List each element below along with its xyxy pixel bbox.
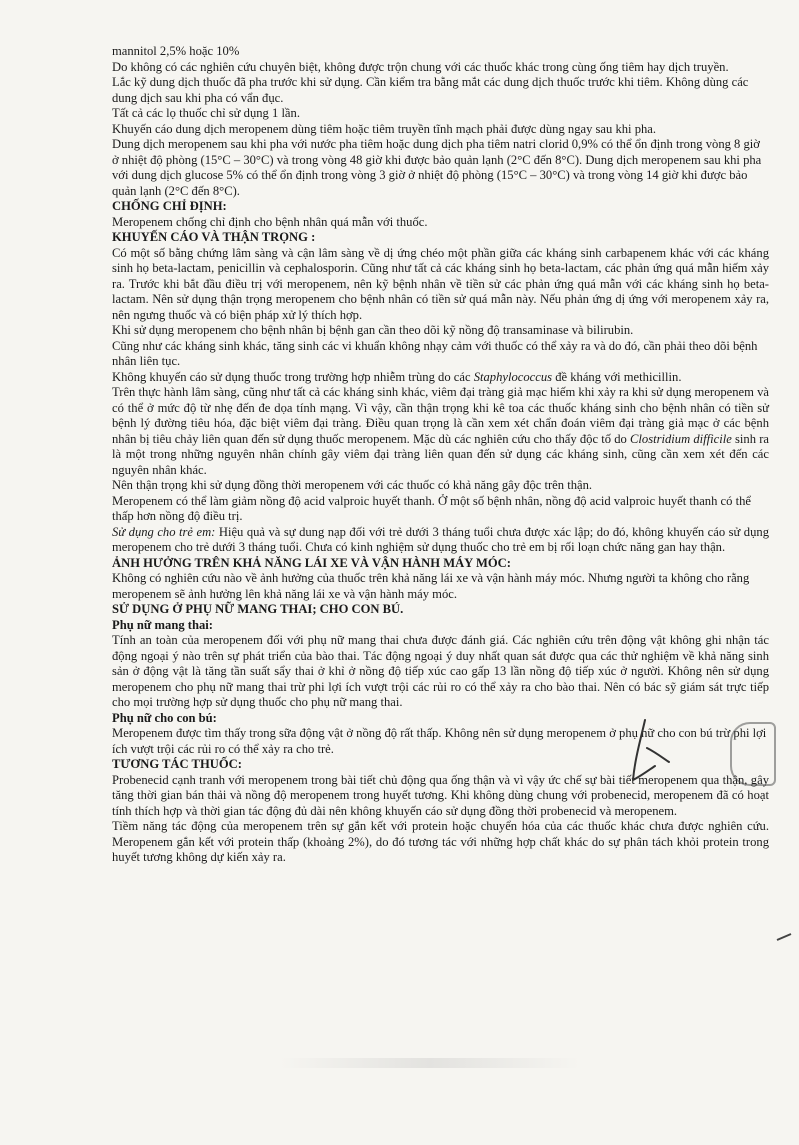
text-warnings-2: Khi sử dụng meropenem cho bệnh nhân bị bệnh gan cần theo dõi kỹ nồng độ transaminase và bilirubin. [112,323,634,337]
subheading-pregnant: Phụ nữ mang thai: [112,617,213,632]
heading-interactions: TƯƠNG TÁC THUỐC: [112,757,242,771]
text-stability: Dung dịch meropenem sau khi pha với nước pha tiêm hoặc dung dịch pha tiêm natri clorid 0,9% có thể ổn định trong vòng 8 giờ ở nhiệt độ phòng (15°C – 30°C) và trong vòng 48 giờ khi được bảo quản lạnh (2°C đến 8°C). Dung dịch meropenem sau khi pha với dung dịch glucose 5% có thể ổn định trong vòng 3 giờ ở nhiệt độ phòng (15°C – 30°C) và trong vòng 14 giờ khi được bảo quản lạnh (2°C đến 8°C). [112,137,762,198]
text-pregnant: Tính an toàn của meropenem đối với phụ nữ mang thai chưa được đánh giá. Các nghiên cứu trên động vật không ghi nhận tác động ngoại ý nào trên sự phát triển của bào thai. Tác động ngoại ý duy nhất quan sát được qua các thử nghiệm về khả năng sinh sản ở động vật là tăng tần suất sẩy thai ở khỉ ở nồng độ tiếp xúc cao gấp 13 lần nồng độ tiếp xúc ở người. Không nên sử dụng meropenem cho phụ nữ mang thai trừ phi lợi ích vượt trội các rủi ro có thể xảy ra cho bào thai. Nên có bác sỹ giám sát trực tiếp cho mọi trường hợp sử dụng thuốc cho phụ nữ mang thai. [112,633,769,709]
text-use-immediately: Khuyến cáo dung dịch meropenem dùng tiêm hoặc tiêm truyền tĩnh mạch phải được dùng ngay sau khi pha. [112,121,657,136]
text-breastfeeding: Meropenem được tìm thấy trong sữa động vật ở nồng độ rất thấp. Không nên sử dụng meropenem ở phụ nữ cho con bú trừ phi lợi ích vượt trội các rủi ro có thể xảy ra cho trẻ. [112,726,767,756]
edge-mark [775,930,793,944]
text-interactions-1: Probenecid cạnh tranh với meropenem trong bài tiết chủ động qua ống thận và vì vậy ức chế sự bài tiết meropenem qua thận, gây tăng thời gian bán thải và nồng độ meropenem trong huyết tương. Khi không dùng chung với probenecid, meropenem đã có hoạt tính thích hợp và thời gian tác động đủ dài nên không khuyến cáo sử dụng đồng thời probenecid và meropenem. [112,772,769,818]
stamp-mark [730,722,776,786]
faint-smudge [280,1058,580,1068]
text-warnings-3: Cũng như các kháng sinh khác, tăng sinh các vi khuẩn không nhạy cảm với thuốc có thể xảy ra và do đó, cần phải theo dõi bệnh nhân liên tục. [112,338,758,368]
text-driving: Không có nghiên cứu nào về ảnh hưởng của thuốc trên khả năng lái xe và vận hành máy móc. Nhưng người ta không cho rằng meropenem sẽ ảnh hưởng lên khả năng lái xe và vận hành máy móc. [112,571,750,601]
text-warnings-7: Meropenem có thể làm giảm nồng độ acid valproic huyết thanh. Ở một số bệnh nhân, nồng độ acid valproic huyết thanh có thể thấp hơn nồng độ điều trị. [112,493,751,523]
text-warnings-4: Không khuyến cáo sử dụng thuốc trong trường hợp nhiễm trùng do các Staphylococcus đề kháng với methicillin. [112,369,682,384]
text-shake: Lắc kỹ dung dịch thuốc đã pha trước khi sử dụng. Cần kiểm tra bằng mắt các dung dịch thuốc trước khi tiêm. Không dùng các dung dịch sau khi pha có vẩn đục. [112,75,749,105]
handwritten-mark [615,718,675,788]
text-warnings-8: Sử dụng cho trẻ em: Hiệu quả và sự dung nạp đối với trẻ dưới 3 tháng tuổi chưa được xác lập; do đó, không khuyến cáo sử dụng meropenem cho trẻ dưới 3 tháng tuổi. Chưa có kinh nghiệm sử dụng thuốc cho trẻ em bị rối loạn chức năng gan hay thận. [112,524,769,554]
text-warnings-1: Có một số bằng chứng lâm sàng và cận lâm sàng về dị ứng chéo một phần giữa các kháng sinh carbapenem khác với các kháng sinh họ beta-lactam, penicillin và cephalosporin. Cũng như tất cả các kháng sinh họ beta-lactam, các phản ứng quá mẫn hiếm xảy ra. Trước khi bắt đầu điều trị với meropenem, nên kỹ bệnh nhân về tiền sử các phản ứng quá mẫn với các kháng sinh họ beta-lactam. Nên sử dụng thận trọng meropenem cho bệnh nhân có tiền sử quá mẫn này. Nếu phản ứng dị ứng với meropenem xảy ra, nên ngưng thuốc và có biện pháp xử lý thích hợp. [112,245,769,322]
text-mannitol: mannitol 2,5% hoặc 10% [112,44,240,58]
heading-pregnancy: SỬ DỤNG Ở PHỤ NỮ MANG THAI; CHO CON BÚ. [112,602,404,616]
heading-driving: ẢNH HƯỞNG TRÊN KHẢ NĂNG LÁI XE VÀ VẬN HÀNH MÁY MÓC: [112,555,511,570]
text-warnings-6: Nên thận trọng khi sử dụng đồng thời meropenem với các thuốc có khả năng gây độc trên thận. [112,478,593,492]
text-single-use: Tất cả các lọ thuốc chỉ sử dụng 1 lần. [112,106,300,120]
text-contraindications: Meropenem chống chỉ định cho bệnh nhân quá mẫn với thuốc. [112,214,428,229]
text-interactions-2: Tiềm năng tác động của meropenem trên sự gắn kết với protein hoặc chuyển hóa của các thuốc khác chưa được nghiên cứu. Meropenem gắn kết với protein thấp (khoảng 2%), do đó tương tác với những hợp chất khác do sự phân tách khỏi protein trong huyết tương không dự kiến xảy ra. [112,819,769,864]
text-no-mixing: Do không có các nghiên cứu chuyên biệt, không được trộn chung với các thuốc khác trong cùng ống tiêm hay dịch truyền. [112,59,729,74]
heading-warnings: KHUYẾN CÁO VÀ THẬN TRỌNG : [112,230,316,244]
subheading-breastfeeding: Phụ nữ cho con bú: [112,710,217,725]
text-warnings-5: Trên thực hành lâm sàng, cũng như tất cả các kháng sinh khác, viêm đại tràng giả mạc hiếm khi xảy ra khi sử dụng meropenem và có thể ở mức độ từ nhẹ đến đe dọa tính mạng. Vì vậy, cần thận trọng khi kê toa các thuốc kháng sinh cho bệnh nhân có tiền sử bệnh lý đường tiêu hóa, đặc biệt viêm đại tràng. Điều quan trọng là cần xem xét chẩn đoán viêm đại tràng giả mạc ở các bệnh nhân bị tiêu chảy liên quan đến sử dụng thuốc meropenem. Mặc dù các nghiên cứu cho thấy độc tố do Clostridium difficile sinh ra là một trong những nguyên nhân chính gây viêm đại tràng liên quan đến sử dụng các kháng sinh, cũng cần xem xét đến các nguyên nhân khác. [112,385,769,477]
heading-contraindications: CHỐNG CHỈ ĐỊNH: [112,199,227,213]
